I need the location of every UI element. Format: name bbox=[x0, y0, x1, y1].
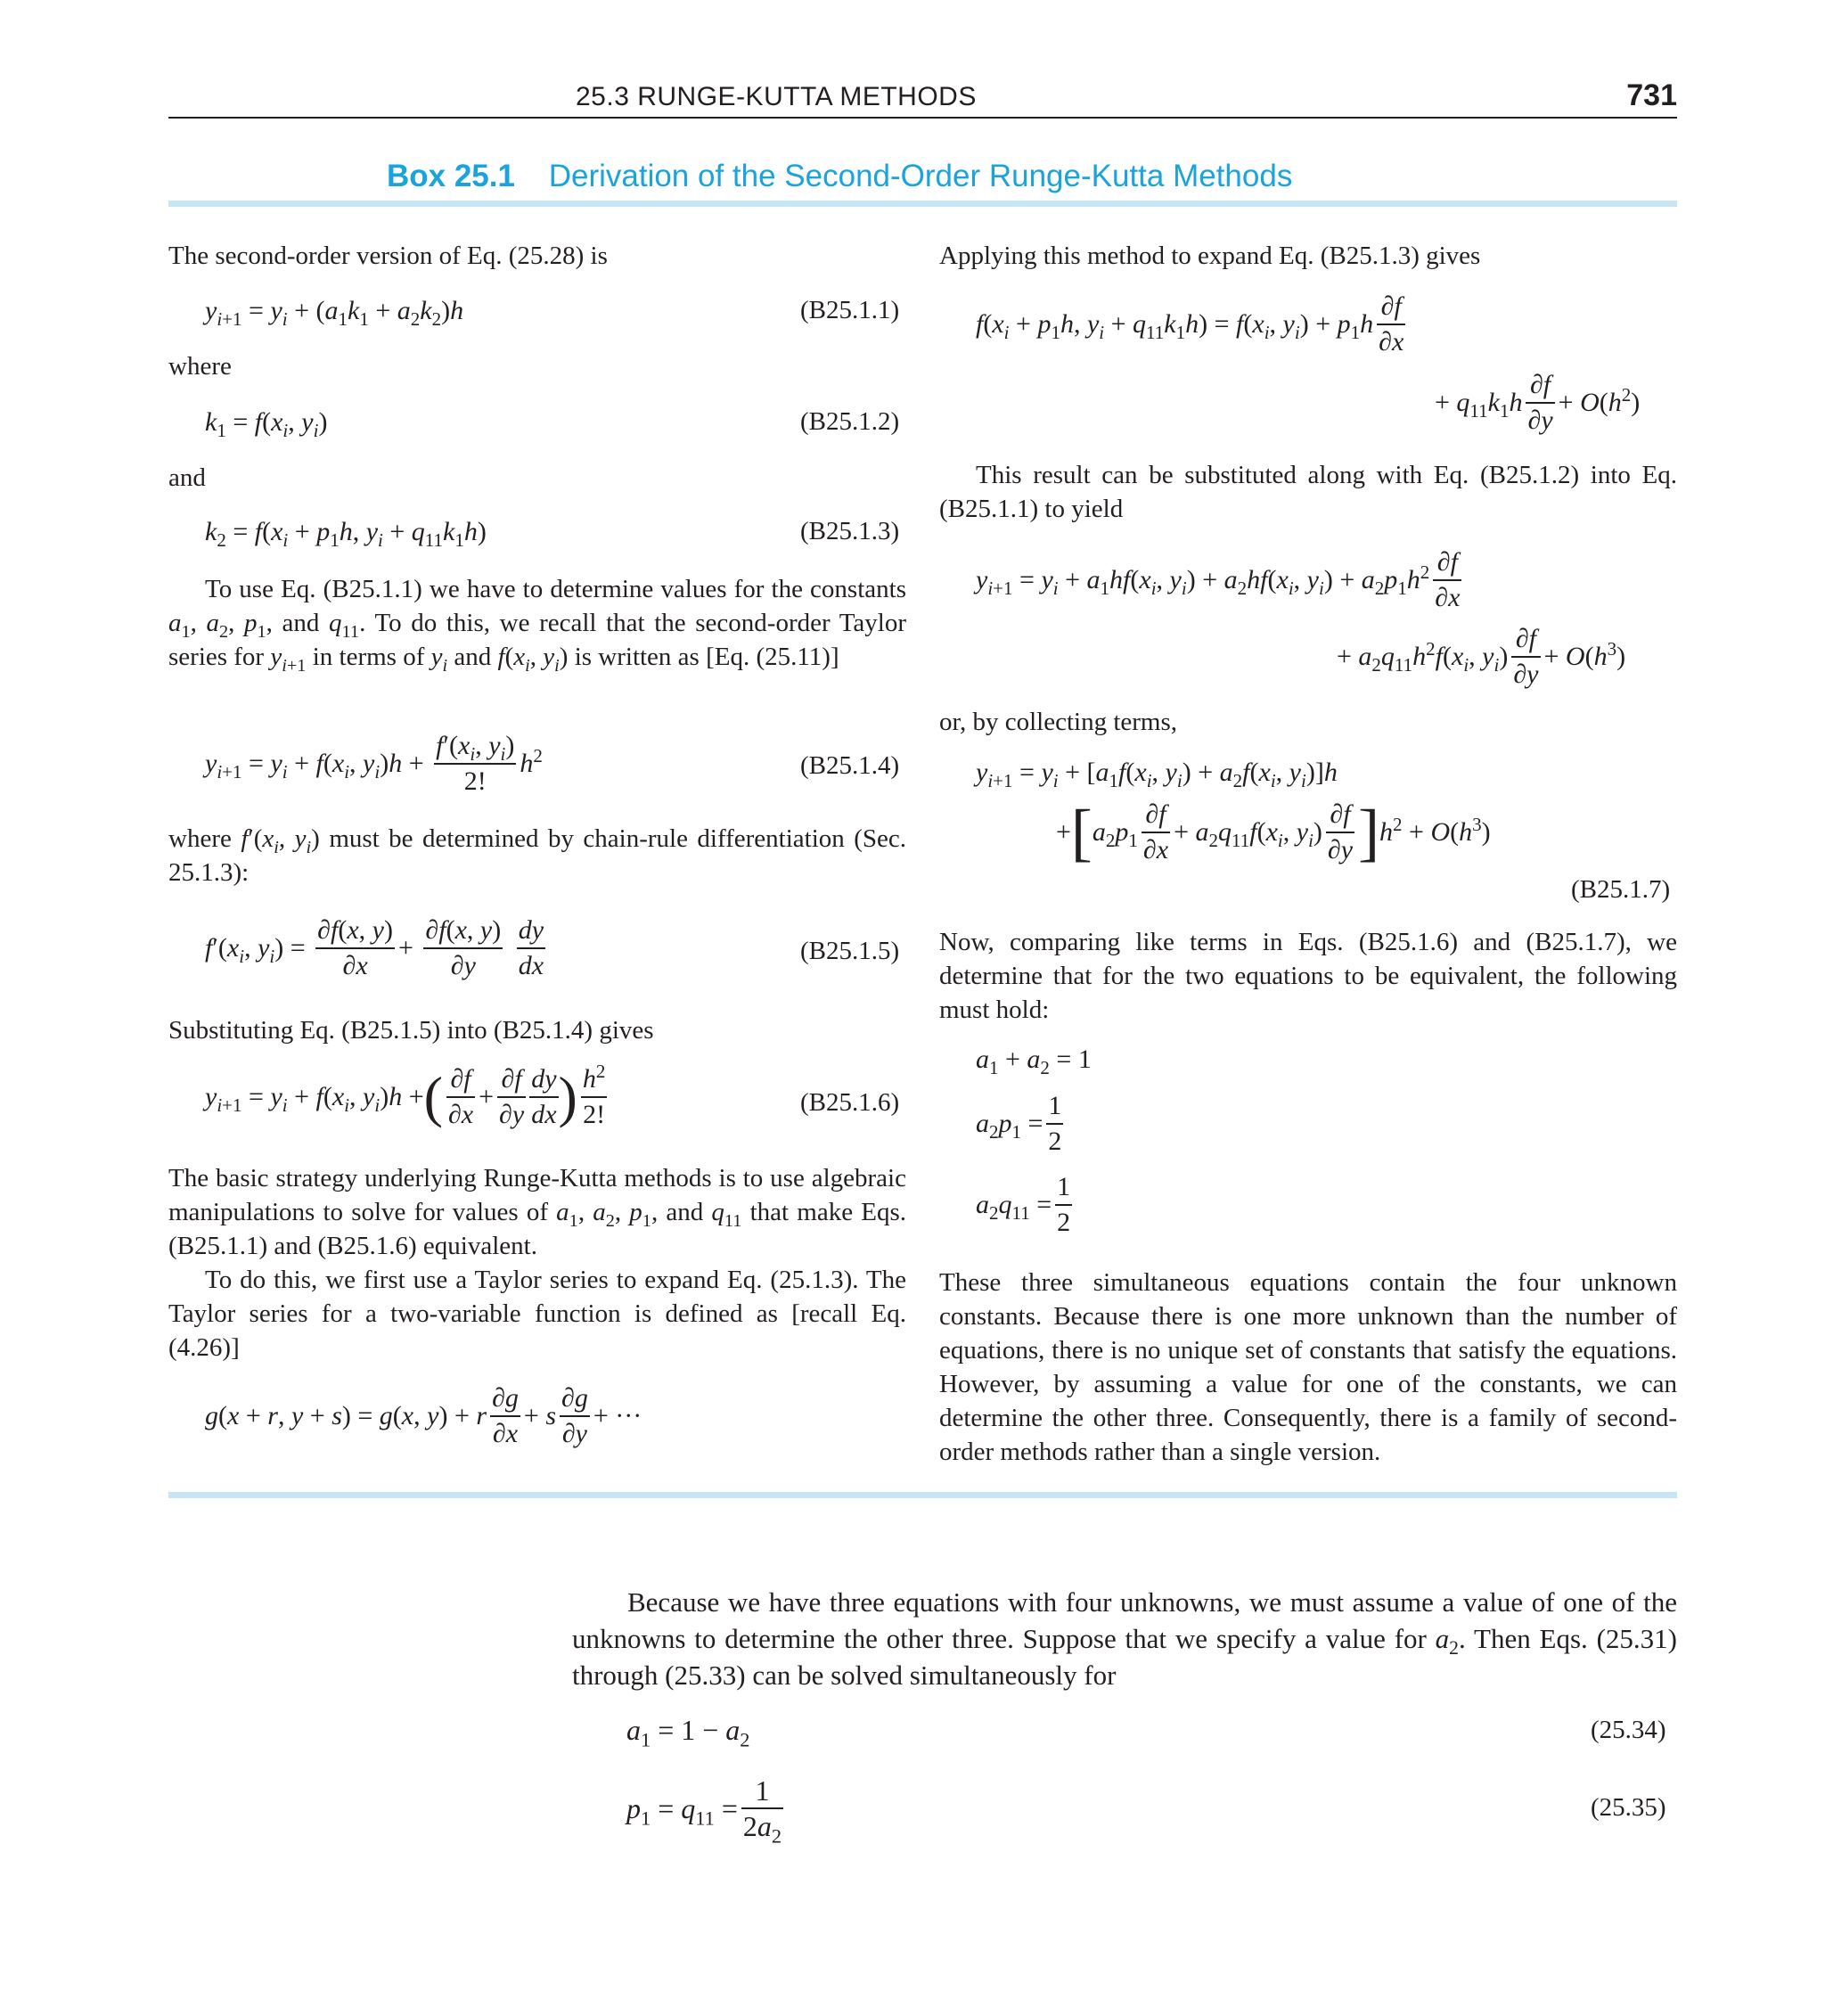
condition-a2-q11: $a_2q_{11}$ = $\frac{1}{2}$ bbox=[976, 1172, 1071, 1237]
equation-b25-1-4: $y_{i+1} = y_i + f(x_i$, $y_i)h$ + $\frac{f'(x_i, y_i)}{2!}$ $h^2$ bbox=[205, 731, 543, 796]
box-title: Derivation of the Second-Order Runge-Kutta Methods bbox=[548, 159, 1293, 193]
eq-number: (B25.1.6) bbox=[800, 1088, 900, 1117]
eq-number: (B25.1.7) bbox=[1571, 875, 1671, 904]
condition-a2-p1: $a_2p_1$ = $\frac{1}{2}$ bbox=[976, 1091, 1062, 1156]
equation-taylor-two-variable: g(x + r, y + s) = g(x, y) + r $\frac{\partial g}{\partial x}$ + s $\frac{\partial g}{\partial y}$ + ··· bbox=[205, 1383, 642, 1448]
left-para-5: The basic strategy underlying Runge-Kutta methods is to use algebraic manipulations to solve for values of $a_1$, $a_2$, $p_1$, and $q_{11}$ that make Eqs. (B25.1.1) and (B25.1.6) equivalent. bbox=[168, 1164, 906, 1260]
equation-b25-1-6: $y_{i+1} = y_i + f(x_i$, $y_i)h$ +( $\frac{\partial f}{\partial x}$ + $\frac{\partial f}{\partial y}$ $\frac{dy}{dx}$ ) $\frac{h^2}{2!}$ bbox=[205, 1061, 606, 1129]
left-para-4: Substituting Eq. (B25.1.5) into (B25.1.4) gives bbox=[168, 1016, 654, 1045]
left-para-2: To use Eq. (B25.1.1) we have to determine values for the constants $a_1$, $a_2$, $p_1$, and $q_{11}$. To do this, we recall that the second-order Taylor series for $y_{i+1}$ in terms of $y_i$ and $f(x_i$, $y_i$) is written as [Eq. (25.11)] bbox=[168, 575, 907, 676]
equation-25-34: $a_1 = 1 - a_2$ bbox=[626, 1714, 750, 1751]
equation-25-35: $p_1 = q_{11}$ = $\frac{1}{2a_2}$ bbox=[626, 1774, 782, 1848]
right-para-5: These three simultaneous equations contain the four unknown constants. Because there is one more unknown than the number of equations, there is no unique set of constants that satisfy the equations. However, by assuming a value for one of the constants, we can determine the other three. Consequently, there is a family of second-order methods rather than a single version. bbox=[939, 1268, 1677, 1466]
right-para-2: This result can be substituted along with Eq. (B25.1.2) into Eq. (B25.1.1) to yield bbox=[939, 461, 1677, 523]
equation-taylor-expansion-line-2: + $q_{11}k_1h$ $\frac{\partial f}{\partial y}$ + $O(h^2)$ bbox=[1435, 370, 1641, 435]
right-para-3: or, by collecting terms, bbox=[939, 708, 1178, 736]
equation-b25-1-7: $y_{i+1} = y_i + [a_1f(x_i$, $y_i) + a_2f(x_i$, $y_i)]h$ bbox=[976, 758, 1338, 791]
left-and-1: and bbox=[168, 463, 206, 492]
eq-number: (B25.1.2) bbox=[800, 407, 900, 436]
eq-number: (B25.1.5) bbox=[800, 937, 900, 965]
running-header: 25.3 RUNGE-KUTTA METHODS bbox=[576, 82, 977, 111]
left-para-3: where $f'(x_i$, $y_i$) must be determined by chain-rule differentiation (Sec. 25.1.3): bbox=[168, 824, 907, 887]
right-para-1: Applying this method to expand Eq. (B25.1.3) gives bbox=[939, 242, 1481, 270]
eq-number: (B25.1.1) bbox=[800, 296, 900, 324]
eq-number: (B25.1.3) bbox=[800, 517, 900, 545]
equation-b25-1-2: $k_1 = f(x_i$, $y_i$) bbox=[205, 407, 328, 441]
right-para-4: Now, comparing like terms in Eqs. (B25.1.6) and (B25.1.7), we determine that for the two equations to be equivalent, the following must hold: bbox=[939, 928, 1677, 1024]
box-label: Box 25.1 bbox=[387, 159, 515, 193]
left-para-6: To do this, we first use a Taylor series to expand Eq. (25.1.3). The Taylor series for a two-variable function is defined as [recall Eq. (4.26)] bbox=[168, 1266, 906, 1362]
box-heading bbox=[387, 159, 1292, 194]
equation-substituted: $y_{i+1} = y_i + a_1hf(x_i$, $y_i) + a_2hf(x_i$, $y_i) + a_2p_1h^2$ $\frac{\partial f}{\partial x}$ bbox=[976, 547, 1461, 612]
equation-b25-1-1: $y_{i+1} = y_i + (a_1k_1 + a_2k_2)h$ bbox=[205, 296, 464, 330]
equation-b25-1-5: $f'(x_i$, $y_i$) = $\frac{\partial f(x, y)}{\partial x}$ + $\frac{\partial f(x, y)}{\partial y}$ $\frac{dy}{dx}$ bbox=[205, 915, 544, 980]
condition-a1-plus-a2: $a_1 + a_2 = 1$ bbox=[976, 1045, 1092, 1078]
equation-taylor-expansion: $f(x_i + p_1h$, $y_i + q_{11}k_1h) = f(x_i$, $y_i) + p_1h$ $\frac{\partial f}{\partial x}$ bbox=[976, 291, 1404, 356]
left-para-1: The second-order version of Eq. (25.28) is bbox=[168, 242, 608, 270]
eq-number: (25.34) bbox=[1591, 1716, 1666, 1744]
body-para-1: Because we have three equations with four unknowns, we must assume a value of one of the unknowns to determine the other three. Suppose that we specify a value for $a_2$. Then Eqs. (25.31) through (25.33) can be solved simultaneously for bbox=[572, 1586, 1678, 1691]
eq-number: (B25.1.4) bbox=[800, 751, 900, 780]
eq-number: (25.35) bbox=[1591, 1793, 1666, 1822]
left-where-1: where bbox=[168, 352, 232, 381]
header-rule bbox=[168, 117, 1677, 119]
equation-substituted-line-2: + $a_2q_{11}h^2f(x_i$, $y_i$) $\frac{\partial f}{\partial y}$ + $O(h^3)$ bbox=[1337, 624, 1626, 689]
box-bottom-rule bbox=[168, 1492, 1677, 1498]
page-number: 731 bbox=[1626, 78, 1677, 112]
equation-b25-1-3: $k_2 = f(x_i + p_1h$, $y_i + q_{11}k_1h$) bbox=[205, 517, 487, 551]
equation-b25-1-7-line-2: $+[a_2p_1$ $\frac{\partial f}{\partial x}$ + $a_2q_{11}f(x_i$, $y_i$) $\frac{\partial f}{\partial y}$ ]$h^2 + O(h^3)$ bbox=[1056, 797, 1491, 868]
box-top-rule bbox=[168, 201, 1677, 207]
